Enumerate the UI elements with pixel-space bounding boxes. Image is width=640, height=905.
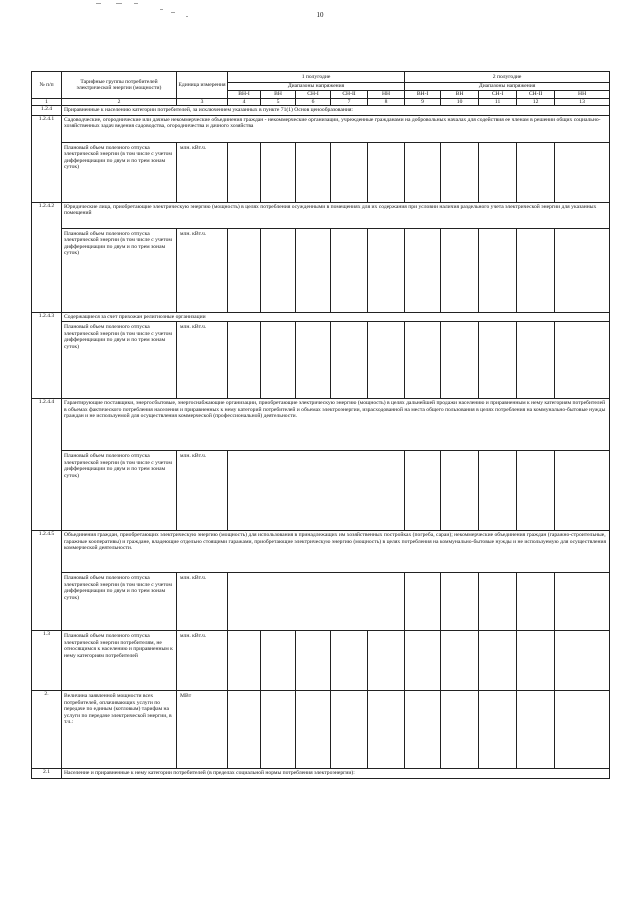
section-row (32, 106, 610, 115)
value-cell (261, 228, 296, 312)
section-number: 1.2.4.1 (32, 115, 62, 202)
page-number: 10 (316, 11, 324, 19)
value-cell (441, 691, 479, 769)
value-cell (228, 322, 261, 399)
value-cell (479, 142, 517, 202)
value-cell (331, 228, 368, 312)
value-cell (228, 228, 261, 312)
section-title: Юридические лица, приобретающие электрическую энергию (мощность) в целях потребления осужденными в помещениях для их содержания при условии наличия раздельного учета электрической энергии для указанных помещений (62, 202, 610, 228)
value-cell (441, 631, 479, 691)
col-number: 8 (368, 99, 405, 106)
value-cell (228, 573, 405, 631)
header-ranges-1: Диапазоны напряжения (228, 83, 405, 91)
section-row (32, 115, 610, 142)
value-cell (228, 142, 261, 202)
section-number: 1.2.4.5 (32, 531, 62, 631)
section-row (32, 531, 610, 573)
row-label: Величина заявленной мощности всех потребителей, оплачивающих услуги по передаче по единым (котловым) тарифам на услуги по передаче электрической энергии, в т.ч.: (62, 691, 177, 769)
header-half1: 1 полугодие (228, 72, 405, 83)
tariff-table (31, 71, 610, 779)
value-cell (441, 451, 479, 531)
row-label: Плановый объем полезного отпуска электрической энергии (в том числе с учетом дифференциации по двум и по трем зонам суток) (62, 228, 177, 312)
section-number: 1.2.4.2 (32, 202, 62, 312)
col-number: 6 (296, 99, 331, 106)
value-cell (331, 322, 368, 399)
value-cell (228, 451, 405, 531)
section-title: Объединения граждан, приобретающих электрическую энергию (мощность) для использования в принадлежащих им хозяйственных постройках (погреба, сараи); некоммерческие объединения граждан (гаражно-строительные, гаражные кооперативы) и граждане, владеющие отдельно стоящими гаражами, приобретающие электрическую энергию (мощность) в целях потребления на коммунально-бытовые нужды и не используемую для осуществления коммерческой деятельности. (62, 531, 610, 573)
value-cell (261, 691, 296, 769)
value-cell (441, 322, 479, 399)
value-cell (296, 631, 331, 691)
value-cell (555, 142, 610, 202)
row-unit: млн. кВт.ч. (177, 631, 228, 691)
section-row (32, 399, 610, 451)
value-cell (331, 631, 368, 691)
value-cell (517, 573, 555, 631)
level-h2-vn1: ВН-I (405, 91, 441, 99)
value-cell (296, 142, 331, 202)
value-cell (296, 322, 331, 399)
value-cell (517, 691, 555, 769)
row-unit: млн. кВт.ч. (177, 451, 228, 531)
col-number: 13 (555, 99, 610, 106)
level-h1-vn: ВН (261, 91, 296, 99)
value-cell (261, 631, 296, 691)
scan-artifacts (0, 0, 640, 30)
value-cell (368, 228, 405, 312)
value-cell (405, 573, 441, 631)
column-numbers-row (32, 99, 610, 106)
header-num: № п/п (32, 72, 62, 99)
col-number: 7 (331, 99, 368, 106)
section-number: 1.2.4.3 (32, 312, 62, 398)
row-label: Плановый объем полезного отпуска электрической энергии (в том числе с учетом дифференциации по двум и по трем зонам суток) (62, 451, 177, 531)
value-cell (405, 322, 441, 399)
data-row (32, 691, 610, 769)
data-row (32, 631, 610, 691)
section-row (32, 312, 610, 321)
level-h1-sn2: СН-II (331, 91, 368, 99)
header-ranges-2: Диапазоны напряжения (405, 83, 610, 91)
value-cell (555, 322, 610, 399)
level-h2-sn2: СН-II (517, 91, 555, 99)
value-cell (368, 631, 405, 691)
value-cell (517, 631, 555, 691)
value-cell (368, 691, 405, 769)
value-cell (368, 322, 405, 399)
section-title: Гарантирующие поставщики, энергосбытовые, энергоснабжающие организации, приобретающие электрическую энергию (мощность) в целях дальнейшей продажи населению и приравненным к нему категориям потребителей в объемах фактического потребления населения и приравненных к нему категорий потребителей и объемах электроэнергии, израсходованной на места общего пользования в целях потребления на коммунально-бытовые нужды граждан и не используемой для осуществления коммерческой (профессиональной) деятельности. (62, 399, 610, 451)
value-cell (405, 451, 441, 531)
row-label: Плановый объем полезного отпуска электрической энергии (в том числе с учетом дифференциации по двум и по трем зонам суток) (62, 573, 177, 631)
value-cell (261, 142, 296, 202)
col-number: 1 (32, 99, 62, 106)
row-label: Плановый объем полезного отпуска электрической энергии (в том числе с учетом дифференциации по двум и по трем зонам суток) (62, 142, 177, 202)
data-row (32, 322, 610, 399)
col-number: 4 (228, 99, 261, 106)
row-label: Плановый объем полезного отпуска электрической энергии потребителям, не относящимся к населению и приравненным к нему категориям потребителей (62, 631, 177, 691)
section-title: Содержащиеся за счет прихожан религиозные организации (62, 312, 610, 321)
row-unit: млн. кВт.ч. (177, 142, 228, 202)
value-cell (555, 451, 610, 531)
section-number: 1.2.4.4 (32, 399, 62, 531)
value-cell (479, 322, 517, 399)
value-cell (517, 142, 555, 202)
level-h1-vn1: ВН-I (228, 91, 261, 99)
row-unit: млн. кВт.ч. (177, 573, 228, 631)
value-cell (555, 573, 610, 631)
row-number: 1.3 (32, 631, 62, 691)
col-number: 10 (441, 99, 479, 106)
col-number: 11 (479, 99, 517, 106)
value-cell (517, 451, 555, 531)
value-cell (555, 631, 610, 691)
col-number: 5 (261, 99, 296, 106)
value-cell (331, 142, 368, 202)
header-unit: Единица измерения (177, 72, 228, 99)
value-cell (441, 142, 479, 202)
value-cell (405, 691, 441, 769)
row-number: 2. (32, 691, 62, 769)
value-cell (296, 691, 331, 769)
value-cell (441, 228, 479, 312)
section-title: Приравненные к населению категории потребителей, за исключением указанных в пункте 71(1) Основ ценообразования: (62, 106, 610, 115)
data-row (32, 228, 610, 312)
col-number: 3 (177, 99, 228, 106)
row-label: Плановый объем полезного отпуска электрической энергии (в том числе с учетом дифференциации по двум и по трем зонам суток) (62, 322, 177, 399)
section-row (32, 769, 610, 779)
value-cell (405, 142, 441, 202)
value-cell (479, 691, 517, 769)
value-cell (368, 142, 405, 202)
row-unit: МВт (177, 691, 228, 769)
row-unit: млн. кВт.ч. (177, 228, 228, 312)
value-cell (479, 228, 517, 312)
section-title: Население и приравненные к нему категории потребителей (в пределах социальной нормы потребления электроэнергии): (62, 769, 610, 779)
section-number: 1.2.4 (32, 106, 62, 115)
level-h1-nn: НН (368, 91, 405, 99)
value-cell (479, 451, 517, 531)
level-h2-nn: НН (555, 91, 610, 99)
data-row (32, 451, 610, 531)
col-number: 12 (517, 99, 555, 106)
data-row (32, 573, 610, 631)
level-h1-sn1: СН-I (296, 91, 331, 99)
value-cell (331, 691, 368, 769)
value-cell (296, 228, 331, 312)
value-cell (441, 573, 479, 631)
value-cell (479, 573, 517, 631)
value-cell (405, 228, 441, 312)
row-unit: млн. кВт.ч. (177, 322, 228, 399)
value-cell (555, 228, 610, 312)
data-row (32, 142, 610, 202)
value-cell (517, 322, 555, 399)
value-cell (517, 228, 555, 312)
section-row (32, 202, 610, 228)
level-h2-sn1: СН-I (479, 91, 517, 99)
header-half2: 2 полугодие (405, 72, 610, 83)
value-cell (261, 322, 296, 399)
value-cell (405, 631, 441, 691)
value-cell (555, 691, 610, 769)
value-cell (228, 691, 261, 769)
value-cell (228, 631, 261, 691)
level-h2-vn: ВН (441, 91, 479, 99)
value-cell (479, 631, 517, 691)
header-group: Тарифные группы потребителей электрической энергии (мощности) (62, 72, 177, 99)
section-title: Садоводческие, огороднические или дачные некоммерческие объединения граждан - некоммерческие организации, учрежденные гражданами на добровольных началах для содействия ее членам в решении общих социально-хозяйственных задач ведения садоводства, огородничества и дачного хозяйства (62, 115, 610, 142)
col-number: 9 (405, 99, 441, 106)
section-number: 2.1 (32, 769, 62, 779)
col-number: 2 (62, 99, 177, 106)
